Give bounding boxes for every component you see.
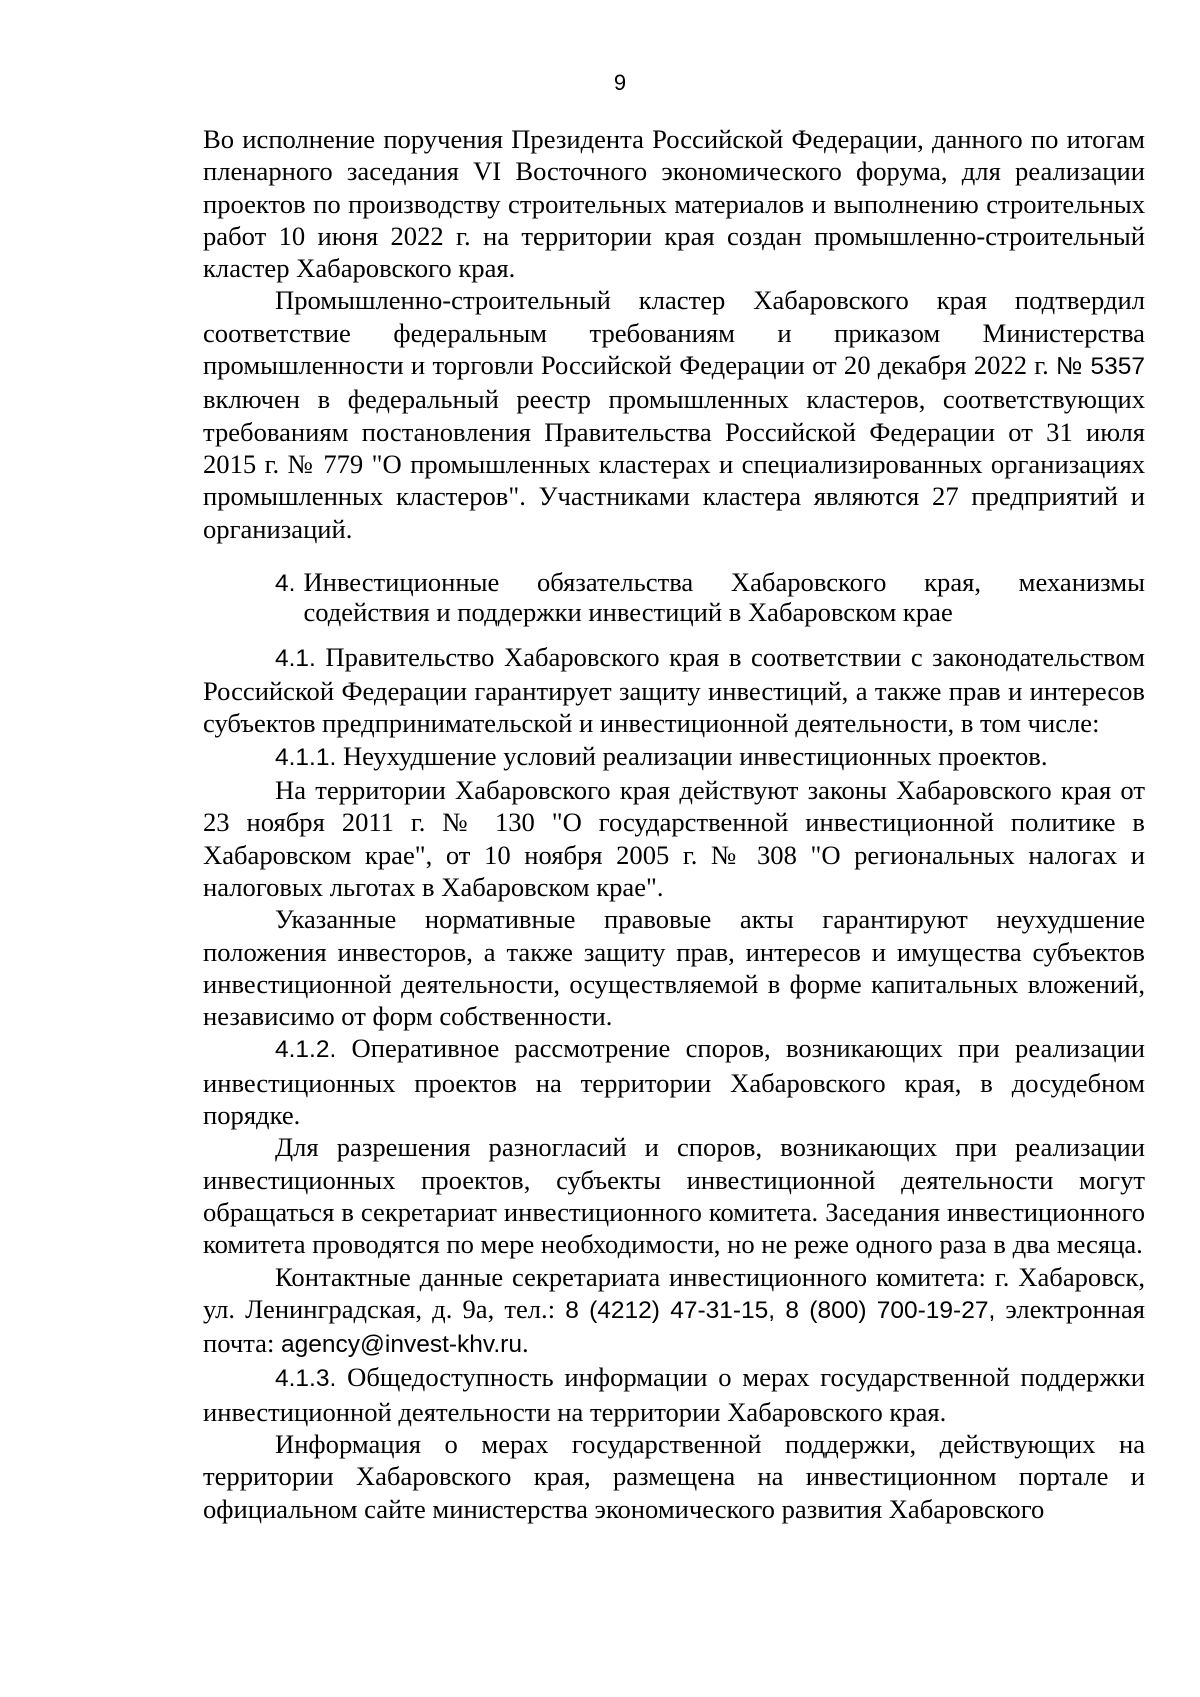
paragraph-disputes xyxy=(203,1131,1145,1260)
paragraph-text: Промышленно-строительный кластер Хабаровского края подтвердил соответствие федеральным требованиям и приказом Министерства промышленности и торговли Российской Федерации от 20 декабря 2022 г. xyxy=(203,285,1145,381)
paragraph-forum-cluster xyxy=(203,123,1145,284)
paragraph-text: Неухудшение условий реализации инвестиционных проектов. xyxy=(336,740,1048,771)
paragraph-text: Во исполнение поручения Президента Российской Федерации, данного по итогам пленарного заседания VI Восточного экономического форума, для реализации проектов по производству строительных материалов и выполнению строительных работ 10 июня 2022 г. на территории края создан промышленно-строительный кластер Хабаровского края. xyxy=(203,124,1145,284)
phone-numbers: 8 (4212) 47-31-15, 8 (800) 700-19-27, xyxy=(565,1296,996,1324)
paragraph-text: Информация о мерах государственной поддержки, действующих на территории Хабаровского края, размещена на инвестиционном портале и официальном сайте министерства экономического развития Хабаровского xyxy=(203,1428,1145,1524)
paragraph-text: Общедоступность информации о мерах государственной поддержки инвестиционной деятельности на территории Хабаровского края. xyxy=(203,1362,1145,1427)
paragraph-text: Для разрешения разногласий и споров, возникающих при реализации инвестиционных проектов, субъекты инвестиционной деятельности могут обращаться в секретариат инвестиционного комитета. Заседания инвестиционного комитета проводятся по мере необходимости, но не реже одного раза в два месяца. xyxy=(203,1132,1145,1260)
paragraph-text: включен в федеральный реестр промышленных кластеров, соответствующих требованиям постановления Правительства Российской Федерации от 31 июля 2015 г. № 779 "О промышленных кластерах и специализированных организациях промышленных кластеров". Участниками кластера являются 27 предприятий и организаций. xyxy=(203,384,1145,544)
paragraph-4-1 xyxy=(203,641,1145,740)
paragraph-text: Указанные нормативные правовые акты гарантируют неухудшение положения инвесторов, а также защиту прав, интересов и имущества субъектов инвестиционной деятельности, осуществляемой в форме капитальных вложений, независимо от форм собственности. xyxy=(203,904,1145,1032)
section-number: 4. xyxy=(275,569,296,597)
section-title: Инвестиционные обязательства Хабаровского края, механизмы содействия и поддержки инвестиций в Хабаровском крае xyxy=(303,566,1145,627)
order-number: № 5357 xyxy=(1056,353,1145,381)
paragraph-text: Правительство Хабаровского края в соответствии с законодательством Российской Федерации гарантирует защиту инвестиций, а также прав и интересов субъектов предпринимательской и инвестиционной деятельности, в том числе: xyxy=(203,641,1145,739)
item-number: 4.1. xyxy=(275,644,316,672)
section-heading xyxy=(203,567,1145,627)
paragraph-regional-laws xyxy=(203,774,1145,903)
email-address: agency@invest-khv.ru xyxy=(281,1331,522,1359)
paragraph-4-1-1 xyxy=(203,740,1145,774)
paragraph-text: На территории Хабаровского края действуют законы Хабаровского края от 23 ноября 2011 г. № 130 "О государственной инвестиционной политике в Хабаровском крае", от 10 ноября 2005 г. № 308 "О региональных налогах и налоговых льготах в Хабаровском крае". xyxy=(203,775,1145,902)
paragraph-text: электронная почта: xyxy=(203,1293,1146,1359)
paragraph-support-info xyxy=(203,1428,1145,1525)
document-body xyxy=(203,123,1145,1525)
paragraph-legal-acts xyxy=(203,903,1145,1032)
paragraph-text: . xyxy=(521,1328,529,1359)
paragraph-text: Контактные данные секретариата инвестиционного комитета: г. Хабаровск, ул. Ленинградская, д. 9а, тел.: xyxy=(203,1261,1145,1324)
page-number: 9 xyxy=(613,70,627,95)
item-number: 4.1.2. xyxy=(275,1036,337,1064)
paragraph-contacts xyxy=(203,1261,1145,1362)
paragraph-4-1-2 xyxy=(203,1032,1145,1131)
item-number: 4.1.1. xyxy=(275,743,337,771)
paragraph-cluster-registry xyxy=(203,284,1145,544)
paragraph-text: Оперативное рассмотрение споров, возникающих при реализации инвестиционных проектов на территории Хабаровского края, в досудебном порядке. xyxy=(203,1033,1145,1131)
item-number: 4.1.3. xyxy=(275,1365,337,1393)
paragraph-4-1-3 xyxy=(203,1361,1145,1428)
